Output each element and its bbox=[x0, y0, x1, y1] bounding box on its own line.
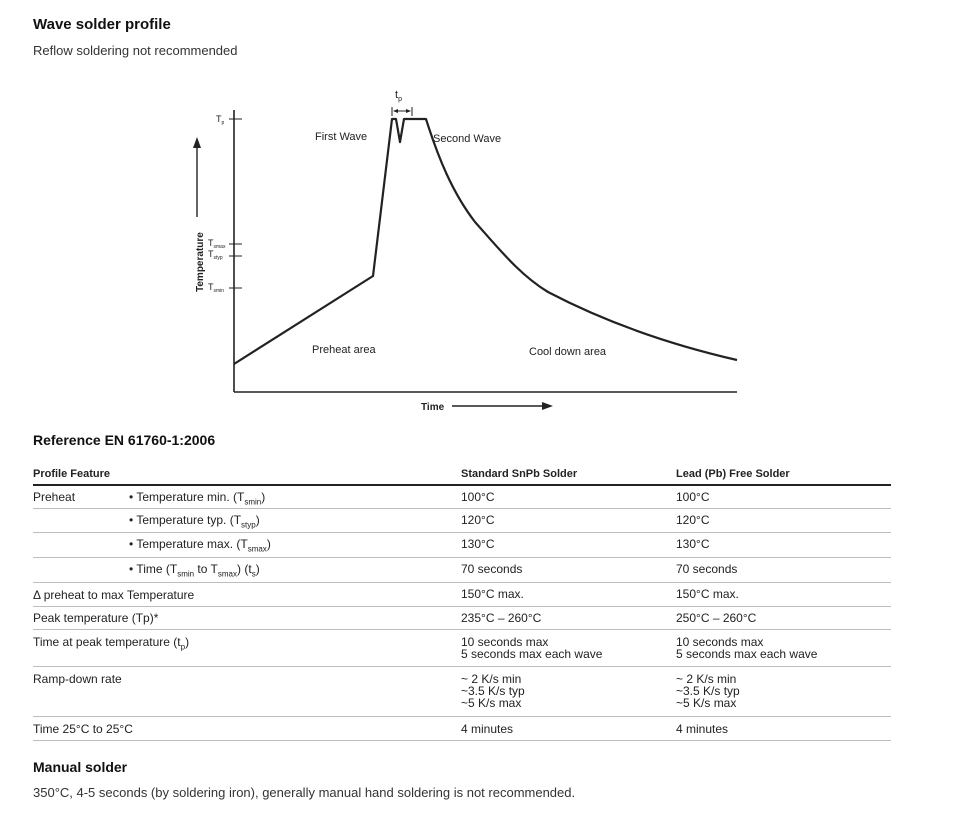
reference-table bbox=[33, 465, 891, 741]
tp-arrow-right bbox=[406, 109, 411, 113]
cell-feature: Δ preheat to max Temperature bbox=[33, 588, 195, 602]
table-row bbox=[33, 533, 891, 558]
label-tp-temp: $T_p$ bbox=[216, 114, 225, 126]
wave-solder-profile-diagram bbox=[180, 82, 750, 422]
label-tp-time: $t_p$ bbox=[395, 89, 402, 103]
reference-title: Reference EN 61760-1:2006 bbox=[33, 432, 216, 448]
y-axis-label: Temperature bbox=[195, 232, 206, 292]
header-pbfree: Lead (Pb) Free Solder bbox=[676, 468, 790, 480]
manual-solder-text: 350°C, 4-5 seconds (by soldering iron), generally manual hand soldering is not recommended. bbox=[33, 785, 576, 800]
cell-pbfree: 150°C max. bbox=[676, 587, 739, 601]
cell-pbfree: 250°C – 260°C bbox=[676, 611, 757, 625]
cell-pbfree: 10 seconds max 5 seconds max each wave bbox=[676, 635, 818, 661]
table-row bbox=[33, 630, 891, 667]
cell-feature: Time 25°C to 25°C bbox=[33, 722, 133, 736]
table-row bbox=[33, 558, 891, 583]
table-row bbox=[33, 509, 891, 533]
y-axis-arrow-head bbox=[193, 137, 201, 148]
header-snpb: Standard SnPb Solder bbox=[461, 468, 578, 480]
temperature-profile-curve bbox=[234, 119, 737, 364]
x-axis-arrow-head bbox=[542, 402, 553, 410]
cell-pbfree: 100°C bbox=[676, 490, 710, 504]
cell-snpb: 4 minutes bbox=[461, 722, 514, 736]
cell-subfeature: • Temperature max. $(T_{smax})$ bbox=[129, 537, 271, 554]
table-row bbox=[33, 583, 891, 607]
label-first-wave: First Wave bbox=[315, 131, 368, 143]
cell-subfeature: • Temperature typ. $(T_{styp})$ bbox=[129, 513, 260, 530]
cell-snpb: 235°C – 260°C bbox=[461, 611, 542, 625]
table-row bbox=[33, 717, 891, 741]
table-row bbox=[33, 607, 891, 630]
x-axis-label: Time bbox=[421, 402, 445, 413]
page-subtitle: Reflow soldering not recommended bbox=[33, 43, 238, 58]
page-title: Wave solder profile bbox=[33, 16, 171, 33]
cell-feature: Peak temperature (Tp)* bbox=[33, 611, 159, 625]
cell-pbfree: 120°C bbox=[676, 513, 710, 527]
cell-feature: Time at peak temperature $(t_p)$ bbox=[33, 635, 190, 652]
cell-subfeature: • Time ($T_{smin}$ to $T_{smax}$) $(t_s)$ bbox=[129, 562, 260, 579]
label-tsmin: $T_{smin}$ bbox=[208, 282, 225, 294]
cell-snpb: 130°C bbox=[461, 537, 495, 551]
label-cool-down-area: Cool down area bbox=[529, 346, 607, 358]
cell-snpb: 100°C bbox=[461, 490, 495, 504]
label-preheat-area: Preheat area bbox=[312, 344, 376, 356]
cell-pbfree: 130°C bbox=[676, 537, 710, 551]
table-header-row bbox=[33, 465, 891, 486]
cell-snpb: 10 seconds max 5 seconds max each wave bbox=[461, 635, 603, 661]
table-row bbox=[33, 667, 891, 717]
label-tstyp: $T_{styp}$ bbox=[208, 249, 223, 261]
label-tsmax: $T_{smax}$ bbox=[208, 238, 226, 250]
cell-snpb: 70 seconds bbox=[461, 562, 523, 576]
cell-snpb: 120°C bbox=[461, 513, 495, 527]
tp-arrow-left bbox=[393, 109, 398, 113]
cell-feature: Ramp-down rate bbox=[33, 672, 122, 686]
cell-feature: Preheat bbox=[33, 490, 76, 504]
header-profile-feature: Profile Feature bbox=[33, 468, 111, 480]
cell-pbfree: ~ 2 K/s min ~3.5 K/s typ ~5 K/s max bbox=[676, 672, 740, 710]
cell-pbfree: 4 minutes bbox=[676, 722, 729, 736]
cell-snpb: 150°C max. bbox=[461, 587, 524, 601]
label-second-wave: Second Wave bbox=[433, 133, 502, 145]
table-row bbox=[33, 486, 891, 509]
cell-pbfree: 70 seconds bbox=[676, 562, 738, 576]
cell-subfeature: • Temperature min. $(T_{smin})$ bbox=[129, 490, 266, 507]
manual-solder-title: Manual solder bbox=[33, 759, 128, 775]
cell-snpb: ~ 2 K/s min ~3.5 K/s typ ~5 K/s max bbox=[461, 672, 525, 710]
